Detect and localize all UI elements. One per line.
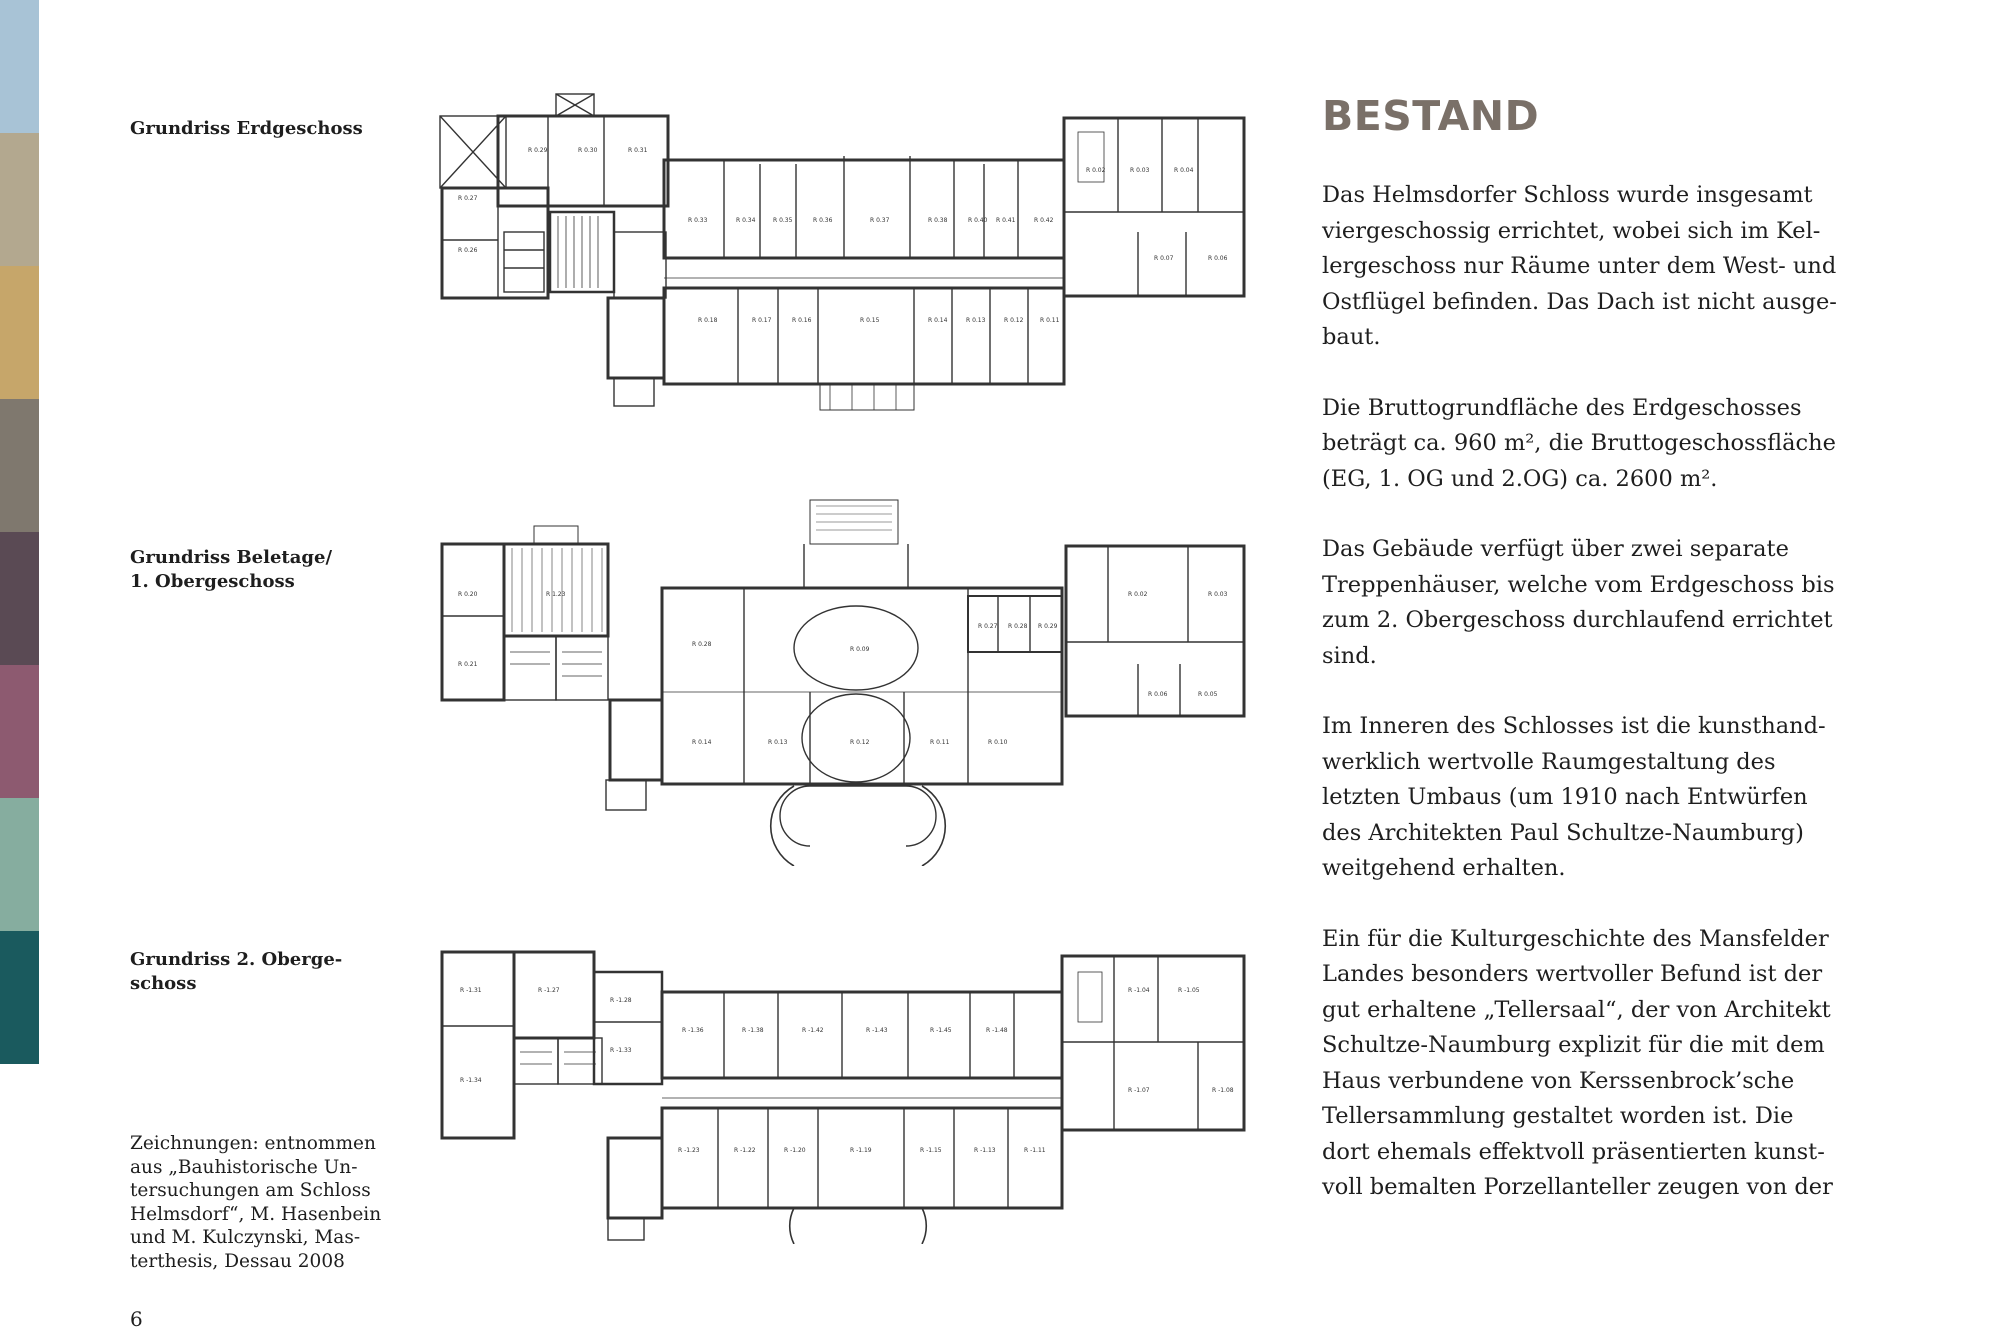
svg-text:R -1.28: R -1.28 [610,997,632,1004]
svg-text:R 0.06: R 0.06 [1148,691,1168,698]
svg-text:R 0.14: R 0.14 [692,739,712,746]
plan-label-first-floor: Grundriss Beletage/ 1. Obergeschoss [130,547,333,592]
svg-text:R 0.40: R 0.40 [968,217,988,224]
svg-text:R -1.38: R -1.38 [742,1027,764,1034]
svg-text:R 0.11: R 0.11 [930,739,950,746]
svg-text:R -1.08: R -1.08 [1212,1087,1234,1094]
svg-text:R 0.37: R 0.37 [870,217,890,224]
svg-text:R 0.07: R 0.07 [1154,255,1174,262]
svg-text:R -1.22: R -1.22 [734,1147,756,1154]
svg-text:R -1.19: R -1.19 [850,1147,872,1154]
svg-text:R -1.23: R -1.23 [678,1147,700,1154]
svg-text:R 0.42: R 0.42 [1034,217,1054,224]
svg-text:R -1.42: R -1.42 [802,1027,824,1034]
svg-text:R 0.28: R 0.28 [1008,623,1028,630]
plan-label-ground-floor: Grundriss Erdgeschoss [130,118,363,139]
color-swatch-8 [0,931,39,1064]
svg-text:R 0.03: R 0.03 [1130,167,1150,174]
svg-text:R -1.13: R -1.13 [974,1147,996,1154]
svg-text:R 0.12: R 0.12 [850,739,870,746]
svg-text:R 0.30: R 0.30 [578,147,598,154]
paragraph-3: Das Gebäude verfügt über zwei separate Treppenhäuser, welche vom Erdgeschoss bis zum 2. Obergeschoss durchlaufend errichtet sind. [1322,536,1835,669]
svg-text:R -1.15: R -1.15 [920,1147,942,1154]
floor-plan-first-floor [438,496,1248,866]
svg-text:R 0.16: R 0.16 [792,317,812,324]
color-swatch-7 [0,798,39,931]
svg-text:R 0.11: R 0.11 [1040,317,1060,324]
svg-text:R 0.36: R 0.36 [813,217,833,224]
svg-text:R -1.36: R -1.36 [682,1027,704,1034]
svg-text:R 0.27: R 0.27 [978,623,998,630]
svg-text:R 0.05: R 0.05 [1198,691,1218,698]
svg-text:R -1.27: R -1.27 [538,987,560,994]
color-swatch-3 [0,266,39,399]
svg-text:R -1.04: R -1.04 [1128,987,1150,994]
paragraph-1: Das Helmsdorfer Schloss wurde insgesamt viergeschossig errichtet, wobei sich im Kel- lergeschoss nur Räume unter dem West- und Ostflügel befinden. Das Dach ist nicht ausge- baut. [1322,182,1837,350]
svg-text:R -1.33: R -1.33 [610,1047,632,1054]
svg-text:R 0.17: R 0.17 [752,317,772,324]
svg-text:R 0.14: R 0.14 [928,317,948,324]
svg-text:R 0.41: R 0.41 [996,217,1016,224]
svg-text:R -1.45: R -1.45 [930,1027,952,1034]
svg-text:R -1.05: R -1.05 [1178,987,1200,994]
svg-text:R 0.04: R 0.04 [1174,167,1194,174]
svg-text:R 0.15: R 0.15 [860,317,880,324]
svg-text:R 0.09: R 0.09 [850,646,870,653]
svg-text:R 0.13: R 0.13 [966,317,986,324]
svg-text:R 0.21: R 0.21 [458,661,478,668]
plan-label-second-floor: Grundriss 2. Oberge- schoss [130,949,343,994]
svg-text:R -1.43: R -1.43 [866,1027,888,1034]
paragraph-5: Ein für die Kulturgeschichte des Mansfelder Landes besonders wertvoller Befund ist der gut erhaltene „Tellersaal“, der von Architekt Schultze-Naumburg explizit für die mit dem Haus verbundene von Kerssenbrock’sche Tellersammlung gestaltet worden ist. Die dort ehemals effektvoll präsentierten kunst- voll bemalten Porzellanteller zeugen von der [1322,925,1833,1200]
svg-text:R -1.20: R -1.20 [784,1147,806,1154]
svg-text:R 0.29: R 0.29 [528,147,548,154]
color-swatch-1 [0,0,39,133]
svg-text:R 0.29: R 0.29 [1038,623,1058,630]
svg-text:R 0.20: R 0.20 [458,591,478,598]
color-swatch-2 [0,133,39,266]
svg-text:R 0.12: R 0.12 [1004,317,1024,324]
floor-plan-second-floor [438,932,1248,1244]
svg-text:R 0.02: R 0.02 [1128,591,1148,598]
page-number: 6 [130,1307,143,1331]
floor-plan-ground-floor [438,92,1248,414]
svg-text:R 0.26: R 0.26 [458,247,478,254]
svg-text:R -1.48: R -1.48 [986,1027,1008,1034]
svg-text:R 0.10: R 0.10 [988,739,1008,746]
svg-text:R -1.11: R -1.11 [1024,1147,1046,1154]
drawing-credit: Zeichnungen: entnommen aus „Bauhistorische Un- tersuchungen am Schloss Helmsdorf“, M. Hasenbein und M. Kulczynski, Mas- terthesis, Dessau 2008 [130,1133,382,1272]
svg-text:R 0.27: R 0.27 [458,195,478,202]
color-swatch-5 [0,532,39,665]
svg-text:R 0.13: R 0.13 [768,739,788,746]
svg-text:R 0.06: R 0.06 [1208,255,1228,262]
svg-text:R 0.02: R 0.02 [1086,167,1106,174]
svg-text:R 0.28: R 0.28 [692,641,712,648]
color-sidebar [0,0,39,1064]
paragraph-2: Die Bruttogrundfläche des Erdgeschosses beträgt ca. 960 m², die Bruttogeschossfläche (EG, 1. OG und 2.OG) ca. 2600 m². [1322,394,1836,492]
svg-text:R 0.03: R 0.03 [1208,591,1228,598]
svg-text:R 0.18: R 0.18 [698,317,718,324]
body-text [1322,178,1922,1241]
svg-text:R 0.34: R 0.34 [736,217,756,224]
svg-text:R -1.34: R -1.34 [460,1077,482,1084]
svg-text:R 0.38: R 0.38 [928,217,948,224]
svg-text:R 0.33: R 0.33 [688,217,708,224]
paragraph-4: Im Inneren des Schlosses ist die kunsthand- werklich wertvolle Raumgestaltung des letzten Umbaus (um 1910 nach Entwürfen des Architekten Paul Schultze-Naumburg) weitgehend erhalten. [1322,713,1826,881]
section-heading: BESTAND [1322,92,1540,140]
svg-text:R -1.07: R -1.07 [1128,1087,1150,1094]
color-swatch-6 [0,665,39,798]
svg-text:R 0.35: R 0.35 [773,217,793,224]
svg-text:R 0.31: R 0.31 [628,147,648,154]
color-swatch-4 [0,399,39,532]
svg-text:R 1.23: R 1.23 [546,591,566,598]
svg-text:R -1.31: R -1.31 [460,987,482,994]
